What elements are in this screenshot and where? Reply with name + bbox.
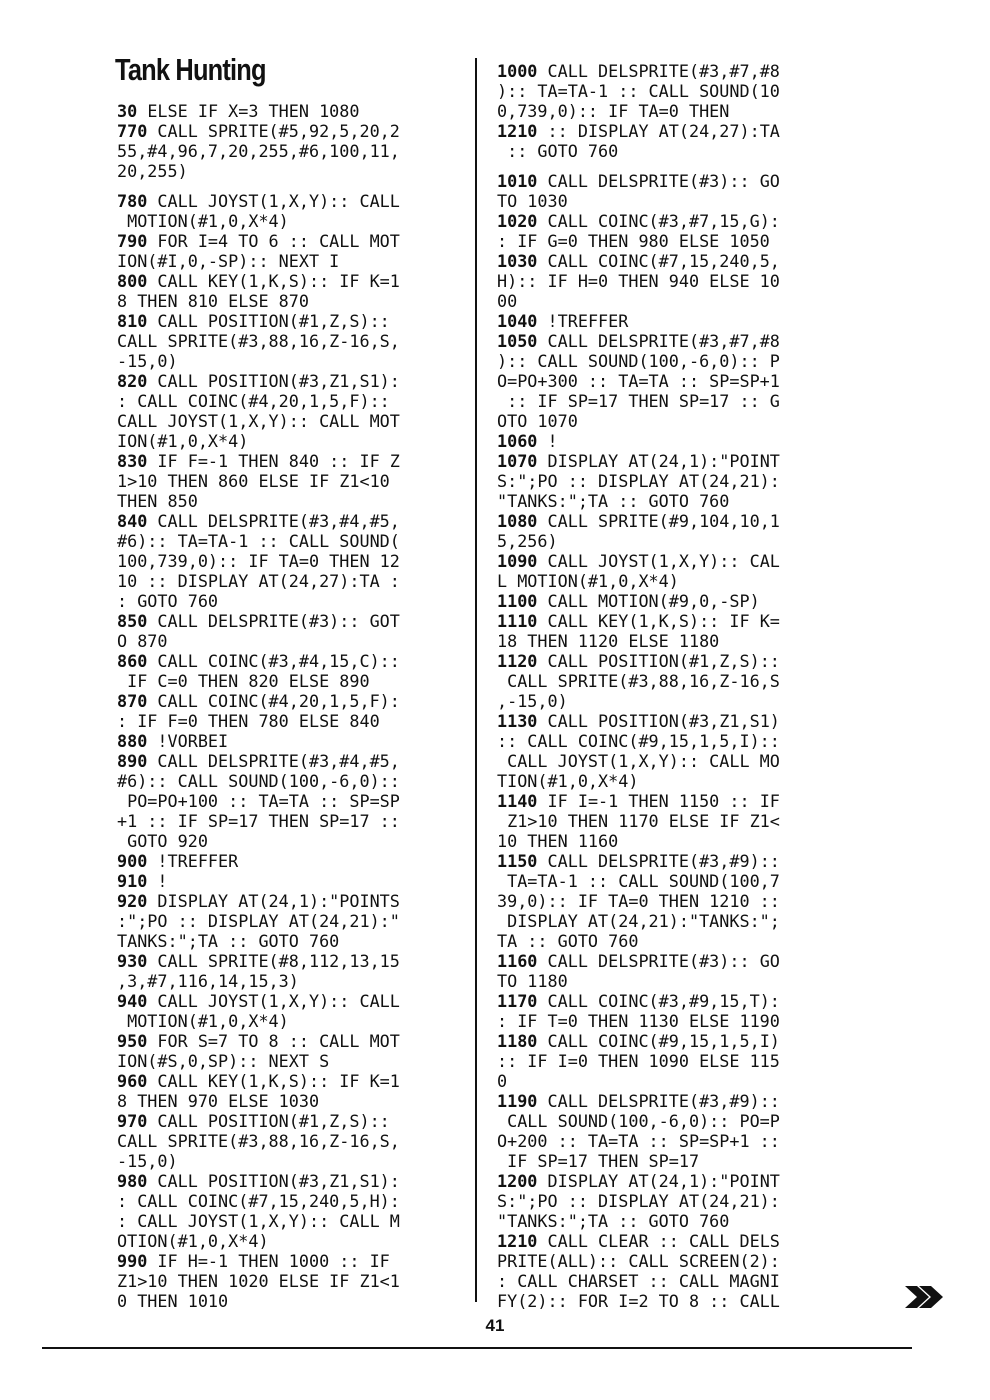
code-text: CALL KEY(1,K,S):: IF K= bbox=[537, 611, 780, 631]
page-title: Tank Hunting bbox=[115, 52, 266, 87]
code-text: "TANKS:";TA :: GOTO 760 bbox=[497, 1211, 730, 1231]
code-line bbox=[117, 1011, 400, 1031]
line-number: 850 bbox=[117, 611, 148, 631]
code-text: : CALL COINC(#4,20,1,5,F):: bbox=[117, 391, 390, 411]
code-text: :: IF SP=17 THEN SP=17 :: G bbox=[497, 391, 780, 411]
code-text: S:";PO :: DISPLAY AT(24,21): bbox=[497, 1191, 780, 1211]
code-text: 100,739,0):: IF TA=0 THEN 12 bbox=[117, 551, 400, 571]
code-line bbox=[117, 431, 400, 451]
code-text: CALL DELSPRITE(#3,#4,#5, bbox=[147, 511, 400, 531]
code-line bbox=[117, 651, 400, 671]
line-number: 950 bbox=[117, 1031, 148, 1051]
code-text: 00 bbox=[497, 291, 518, 311]
code-line bbox=[497, 1071, 780, 1091]
code-text: :: GOTO 760 bbox=[497, 141, 619, 161]
code-text: IF F=-1 THEN 840 :: IF Z bbox=[147, 451, 400, 471]
code-text: CALL DELSPRITE(#3):: GO bbox=[537, 171, 780, 191]
code-text: CALL DELSPRITE(#3,#7,#8 bbox=[537, 61, 780, 81]
line-number: 1060 bbox=[497, 431, 538, 451]
code-text: CALL COINC(#7,15,240,5, bbox=[537, 251, 780, 271]
code-line bbox=[497, 1011, 780, 1031]
line-number: 1090 bbox=[497, 551, 538, 571]
code-line bbox=[497, 251, 780, 271]
code-line bbox=[117, 931, 400, 951]
code-line bbox=[117, 211, 400, 231]
code-text: CALL DELSPRITE(#3,#9):: bbox=[537, 1091, 780, 1111]
line-number: 780 bbox=[117, 191, 148, 211]
code-line bbox=[497, 391, 780, 411]
code-line bbox=[497, 891, 780, 911]
code-line bbox=[497, 751, 780, 771]
code-text: ELSE IF X=3 THEN 1080 bbox=[137, 101, 360, 121]
code-line bbox=[117, 711, 400, 731]
code-line bbox=[117, 671, 400, 691]
code-text: CALL COINC(#3,#4,15,C):: bbox=[147, 651, 400, 671]
code-line bbox=[497, 851, 780, 871]
code-text: TION(#1,0,X*4) bbox=[497, 771, 639, 791]
code-text: IF SP=17 THEN SP=17 bbox=[497, 1151, 700, 1171]
code-column-left bbox=[117, 101, 400, 1311]
code-line bbox=[497, 651, 780, 671]
code-line bbox=[497, 911, 780, 931]
code-text: ION(#1,0,X*4) bbox=[117, 431, 249, 451]
code-text: -15,0) bbox=[117, 1151, 178, 1171]
code-line bbox=[117, 571, 400, 591]
code-line bbox=[497, 1211, 780, 1231]
code-line bbox=[497, 591, 780, 611]
code-line bbox=[497, 1131, 780, 1151]
code-line bbox=[497, 101, 780, 121]
code-line bbox=[497, 211, 780, 231]
code-text: CALL SOUND(100,-6,0):: PO=P bbox=[497, 1111, 780, 1131]
code-text: IF C=0 THEN 820 ELSE 890 bbox=[117, 671, 370, 691]
code-line bbox=[117, 811, 400, 831]
code-text: :";PO :: DISPLAY AT(24,21):" bbox=[117, 911, 400, 931]
code-text: : IF F=0 THEN 780 ELSE 840 bbox=[117, 711, 380, 731]
code-line bbox=[497, 1251, 780, 1271]
code-text: CALL DELSPRITE(#3,#4,#5, bbox=[147, 751, 400, 771]
line-number: 900 bbox=[117, 851, 148, 871]
code-text: ION(#S,0,SP):: NEXT S bbox=[117, 1051, 330, 1071]
code-text: :: IF I=0 THEN 1090 ELSE 115 bbox=[497, 1051, 780, 1071]
code-text: CALL KEY(1,K,S):: IF K=1 bbox=[147, 271, 400, 291]
code-text: CALL SPRITE(#3,88,16,Z-16,S, bbox=[117, 1131, 400, 1151]
code-line bbox=[497, 951, 780, 971]
line-number: 790 bbox=[117, 231, 148, 251]
code-line bbox=[117, 231, 400, 251]
code-text: : GOTO 760 bbox=[117, 591, 219, 611]
code-text: CALL JOYST(1,X,Y):: CALL bbox=[147, 191, 400, 211]
line-number: 960 bbox=[117, 1071, 148, 1091]
code-line bbox=[117, 351, 400, 371]
bottom-rule bbox=[42, 1347, 912, 1349]
code-line bbox=[117, 1231, 400, 1251]
line-number: 910 bbox=[117, 871, 148, 891]
code-line bbox=[497, 1271, 780, 1291]
code-text: O 870 bbox=[117, 631, 168, 651]
code-line bbox=[497, 871, 780, 891]
code-text: DISPLAY AT(24,1):"POINTS bbox=[147, 891, 400, 911]
code-text: CALL POSITION(#1,Z,S):: bbox=[537, 651, 780, 671]
code-text: CALL DELSPRITE(#3,#9):: bbox=[537, 851, 780, 871]
code-text: 18 THEN 1120 ELSE 1180 bbox=[497, 631, 720, 651]
code-text: #6):: TA=TA-1 :: CALL SOUND( bbox=[117, 531, 400, 551]
code-text: CALL COINC(#3,#7,15,G): bbox=[537, 211, 780, 231]
code-line bbox=[497, 121, 780, 141]
code-line bbox=[497, 191, 780, 211]
code-line bbox=[497, 731, 780, 751]
line-number: 980 bbox=[117, 1171, 148, 1191]
code-line bbox=[497, 371, 780, 391]
code-line bbox=[117, 271, 400, 291]
code-text: 5,256) bbox=[497, 531, 558, 551]
code-line bbox=[117, 911, 400, 931]
code-text: CALL POSITION(#3,Z1,S1): bbox=[147, 371, 400, 391]
code-text: THEN 850 bbox=[117, 491, 198, 511]
code-line bbox=[497, 351, 780, 371]
code-text: CALL JOYST(1,X,Y):: CALL bbox=[147, 991, 400, 1011]
code-line bbox=[117, 591, 400, 611]
line-number: 1040 bbox=[497, 311, 538, 331]
code-text: CALL COINC(#9,15,1,5,I) bbox=[537, 1031, 780, 1051]
code-text: CALL CLEAR :: CALL DELS bbox=[537, 1231, 780, 1251]
code-text: 10 THEN 1160 bbox=[497, 831, 619, 851]
code-line bbox=[497, 831, 780, 851]
code-line bbox=[497, 1051, 780, 1071]
code-line bbox=[497, 1171, 780, 1191]
code-text: CALL POSITION(#3,Z1,S1): bbox=[147, 1171, 400, 1191]
code-line bbox=[117, 951, 400, 971]
code-line bbox=[497, 1151, 780, 1171]
code-line bbox=[497, 1191, 780, 1211]
code-text: 0 bbox=[497, 1071, 508, 1091]
code-line bbox=[117, 291, 400, 311]
code-text: : IF T=0 THEN 1130 ELSE 1190 bbox=[497, 1011, 780, 1031]
code-line bbox=[497, 141, 780, 161]
code-line bbox=[117, 531, 400, 551]
code-text: S:";PO :: DISPLAY AT(24,21): bbox=[497, 471, 780, 491]
line-number: 860 bbox=[117, 651, 148, 671]
code-line bbox=[497, 551, 780, 571]
code-text: 0 THEN 1010 bbox=[117, 1291, 229, 1311]
code-line bbox=[117, 1271, 400, 1291]
code-line bbox=[497, 671, 780, 691]
code-line bbox=[497, 531, 780, 551]
code-text: DISPLAY AT(24,1):"POINT bbox=[537, 1171, 780, 1191]
code-text: :: DISPLAY AT(24,27):TA bbox=[537, 121, 780, 141]
code-line bbox=[117, 1251, 400, 1271]
line-number: 870 bbox=[117, 691, 148, 711]
code-text: IF H=-1 THEN 1000 :: IF bbox=[147, 1251, 390, 1271]
code-text: 55,#4,96,7,20,255,#6,100,11, bbox=[117, 141, 400, 161]
code-column-right bbox=[497, 61, 780, 1311]
code-text: TA :: GOTO 760 bbox=[497, 931, 639, 951]
code-text: CALL POSITION(#3,Z1,S1) bbox=[537, 711, 780, 731]
line-number: 1020 bbox=[497, 211, 538, 231]
code-text: O+200 :: TA=TA :: SP=SP+1 :: bbox=[497, 1131, 780, 1151]
code-line bbox=[497, 971, 780, 991]
code-line bbox=[497, 811, 780, 831]
code-text: 0,739,0):: IF TA=0 THEN bbox=[497, 101, 730, 121]
code-text: IF I=-1 THEN 1150 :: IF bbox=[537, 791, 780, 811]
code-line bbox=[117, 101, 400, 121]
code-line bbox=[497, 931, 780, 951]
line-number: 1190 bbox=[497, 1091, 538, 1111]
code-line bbox=[117, 691, 400, 711]
code-text: CALL KEY(1,K,S):: IF K=1 bbox=[147, 1071, 400, 1091]
line-number: 1030 bbox=[497, 251, 538, 271]
code-line bbox=[497, 611, 780, 631]
code-text: Z1>10 THEN 1170 ELSE IF Z1< bbox=[497, 811, 780, 831]
code-text: CALL DELSPRITE(#3):: GO bbox=[537, 951, 780, 971]
code-line bbox=[117, 311, 400, 331]
code-line bbox=[117, 851, 400, 871]
code-line bbox=[117, 871, 400, 891]
code-text: TO 1180 bbox=[497, 971, 568, 991]
code-line bbox=[497, 431, 780, 451]
code-text: ION(#I,0,-SP):: NEXT I bbox=[117, 251, 340, 271]
code-text: CALL POSITION(#1,Z,S):: bbox=[147, 1111, 390, 1131]
line-number: 1010 bbox=[497, 171, 538, 191]
code-line bbox=[117, 831, 400, 851]
code-line bbox=[117, 751, 400, 771]
code-line bbox=[117, 971, 400, 991]
code-line bbox=[117, 771, 400, 791]
code-text: FOR S=7 TO 8 :: CALL MOT bbox=[147, 1031, 400, 1051]
line-number: 1170 bbox=[497, 991, 538, 1011]
code-line bbox=[117, 141, 400, 161]
code-text: CALL SPRITE(#3,88,16,Z-16,S, bbox=[117, 331, 400, 351]
code-line bbox=[497, 231, 780, 251]
code-line bbox=[497, 81, 780, 101]
code-text: CALL COINC(#4,20,1,5,F): bbox=[147, 691, 400, 711]
code-line bbox=[117, 371, 400, 391]
code-line bbox=[117, 451, 400, 471]
code-text: CALL DELSPRITE(#3,#7,#8 bbox=[537, 331, 780, 351]
line-number: 1140 bbox=[497, 791, 538, 811]
line-number: 1200 bbox=[497, 1171, 538, 1191]
code-line bbox=[117, 551, 400, 571]
code-line bbox=[497, 471, 780, 491]
code-text: : CALL CHARSET :: CALL MAGNI bbox=[497, 1271, 780, 1291]
line-number: 930 bbox=[117, 951, 148, 971]
code-text: O=PO+300 :: TA=TA :: SP=SP+1 bbox=[497, 371, 780, 391]
line-number: 30 bbox=[117, 101, 138, 121]
code-text: L MOTION(#1,0,X*4) bbox=[497, 571, 679, 591]
code-text: OTION(#1,0,X*4) bbox=[117, 1231, 269, 1251]
code-text: ! bbox=[537, 431, 558, 451]
code-text: PO=PO+100 :: TA=TA :: SP=SP bbox=[117, 791, 400, 811]
code-line bbox=[497, 331, 780, 351]
line-number: 1180 bbox=[497, 1031, 538, 1051]
code-text: DISPLAY AT(24,21):"TANKS:"; bbox=[497, 911, 780, 931]
code-line bbox=[117, 1091, 400, 1111]
code-line bbox=[497, 61, 780, 81]
line-number: 770 bbox=[117, 121, 148, 141]
code-text: FOR I=4 TO 6 :: CALL MOT bbox=[147, 231, 400, 251]
code-line bbox=[117, 1051, 400, 1071]
code-line bbox=[497, 1111, 780, 1131]
code-line bbox=[497, 171, 780, 191]
code-text: ):: TA=TA-1 :: CALL SOUND(10 bbox=[497, 81, 780, 101]
code-line bbox=[117, 891, 400, 911]
line-number: 830 bbox=[117, 451, 148, 471]
code-text: 39,0):: IF TA=0 THEN 1210 :: bbox=[497, 891, 780, 911]
line-number: 1210 bbox=[497, 1231, 538, 1251]
code-text: CALL COINC(#3,#9,15,T): bbox=[537, 991, 780, 1011]
code-text: TO 1030 bbox=[497, 191, 568, 211]
code-text: TANKS:";TA :: GOTO 760 bbox=[117, 931, 340, 951]
line-number: 1120 bbox=[497, 651, 538, 671]
code-line bbox=[117, 1131, 400, 1151]
code-text: OTO 1070 bbox=[497, 411, 578, 431]
code-text: ! bbox=[147, 871, 168, 891]
line-number: 1050 bbox=[497, 331, 538, 351]
code-line bbox=[117, 791, 400, 811]
code-line bbox=[117, 631, 400, 651]
line-number: 810 bbox=[117, 311, 148, 331]
code-line bbox=[117, 1151, 400, 1171]
code-line bbox=[497, 771, 780, 791]
code-line bbox=[117, 991, 400, 1011]
code-text: CALL SPRITE(#9,104,10,1 bbox=[537, 511, 780, 531]
code-text: PRITE(ALL):: CALL SCREEN(2): bbox=[497, 1251, 780, 1271]
code-text: Z1>10 THEN 1020 ELSE IF Z1<1 bbox=[117, 1271, 400, 1291]
code-line bbox=[117, 391, 400, 411]
code-text: : CALL JOYST(1,X,Y):: CALL M bbox=[117, 1211, 400, 1231]
code-text: DISPLAY AT(24,1):"POINT bbox=[537, 451, 780, 471]
code-line bbox=[497, 631, 780, 651]
code-line bbox=[117, 471, 400, 491]
code-line bbox=[117, 511, 400, 531]
code-text: GOTO 920 bbox=[117, 831, 208, 851]
code-line bbox=[117, 411, 400, 431]
line-number: 920 bbox=[117, 891, 148, 911]
code-line bbox=[117, 121, 400, 141]
code-line bbox=[497, 991, 780, 1011]
code-line bbox=[117, 191, 400, 211]
code-line bbox=[497, 571, 780, 591]
code-line bbox=[497, 271, 780, 291]
code-line bbox=[497, 1091, 780, 1111]
code-text: #6):: CALL SOUND(100,-6,0):: bbox=[117, 771, 400, 791]
code-text: !VORBEI bbox=[147, 731, 229, 751]
code-line bbox=[497, 711, 780, 731]
line-number: 800 bbox=[117, 271, 148, 291]
code-line bbox=[117, 491, 400, 511]
line-number: 1160 bbox=[497, 951, 538, 971]
code-line bbox=[497, 491, 780, 511]
code-line bbox=[117, 331, 400, 351]
code-line bbox=[497, 311, 780, 331]
code-line bbox=[117, 251, 400, 271]
line-number: 990 bbox=[117, 1251, 148, 1271]
code-line bbox=[117, 1211, 400, 1231]
code-text: CALL SPRITE(#8,112,13,15 bbox=[147, 951, 400, 971]
code-text: CALL POSITION(#1,Z,S):: bbox=[147, 311, 390, 331]
code-text: 1>10 THEN 860 ELSE IF Z1<10 bbox=[117, 471, 390, 491]
code-text: CALL JOYST(1,X,Y):: CALL MOT bbox=[117, 411, 400, 431]
line-number: 970 bbox=[117, 1111, 148, 1131]
code-text: 20,255) bbox=[117, 161, 188, 181]
column-divider bbox=[475, 58, 477, 1302]
code-text: : CALL COINC(#7,15,240,5,H): bbox=[117, 1191, 400, 1211]
line-number: 880 bbox=[117, 731, 148, 751]
code-line bbox=[497, 291, 780, 311]
code-line bbox=[497, 511, 780, 531]
code-text: CALL SPRITE(#5,92,5,20,2 bbox=[147, 121, 400, 141]
double-arrow-right-icon bbox=[903, 1283, 949, 1311]
code-line bbox=[117, 161, 400, 181]
code-text: CALL SPRITE(#3,88,16,Z-16,S bbox=[497, 671, 780, 691]
code-line bbox=[117, 1071, 400, 1091]
code-text: :: CALL COINC(#9,15,1,5,I):: bbox=[497, 731, 780, 751]
line-number: 1130 bbox=[497, 711, 538, 731]
code-line bbox=[497, 1231, 780, 1251]
code-text: 10 :: DISPLAY AT(24,27):TA : bbox=[117, 571, 400, 591]
code-line bbox=[117, 1191, 400, 1211]
line-number: 1100 bbox=[497, 591, 538, 611]
code-text: CALL DELSPRITE(#3):: GOT bbox=[147, 611, 400, 631]
code-text: FY(2):: FOR I=2 TO 8 :: CALL bbox=[497, 1291, 780, 1311]
code-text: "TANKS:";TA :: GOTO 760 bbox=[497, 491, 730, 511]
code-line bbox=[497, 411, 780, 431]
line-number: 820 bbox=[117, 371, 148, 391]
code-text: : IF G=0 THEN 980 ELSE 1050 bbox=[497, 231, 770, 251]
code-text: CALL JOYST(1,X,Y):: CALL MO bbox=[497, 751, 780, 771]
code-line bbox=[117, 1171, 400, 1191]
code-line bbox=[497, 691, 780, 711]
code-text: -15,0) bbox=[117, 351, 178, 371]
line-number: 1000 bbox=[497, 61, 538, 81]
page-number: 41 bbox=[485, 1316, 505, 1335]
code-text: !TREFFER bbox=[537, 311, 629, 331]
code-line bbox=[117, 1111, 400, 1131]
line-number: 940 bbox=[117, 991, 148, 1011]
line-number: 1110 bbox=[497, 611, 538, 631]
code-text: ,-15,0) bbox=[497, 691, 568, 711]
line-number: 1080 bbox=[497, 511, 538, 531]
code-text: 8 THEN 810 ELSE 870 bbox=[117, 291, 309, 311]
code-text: +1 :: IF SP=17 THEN SP=17 :: bbox=[117, 811, 400, 831]
code-text: ):: CALL SOUND(100,-6,0):: P bbox=[497, 351, 780, 371]
line-number: 1150 bbox=[497, 851, 538, 871]
line-number: 890 bbox=[117, 751, 148, 771]
code-text: TA=TA-1 :: CALL SOUND(100,7 bbox=[497, 871, 780, 891]
code-text: CALL JOYST(1,X,Y):: CAL bbox=[537, 551, 780, 571]
code-text: CALL MOTION(#9,0,-SP) bbox=[537, 591, 760, 611]
code-text: H):: IF H=0 THEN 940 ELSE 10 bbox=[497, 271, 780, 291]
code-line bbox=[117, 611, 400, 631]
code-line bbox=[497, 791, 780, 811]
code-line bbox=[497, 1031, 780, 1051]
code-line bbox=[117, 731, 400, 751]
code-text: ,3,#7,116,14,15,3) bbox=[117, 971, 299, 991]
line-number: 840 bbox=[117, 511, 148, 531]
line-number: 1210 bbox=[497, 121, 538, 141]
code-line bbox=[497, 451, 780, 471]
code-text: !TREFFER bbox=[147, 851, 239, 871]
code-text: MOTION(#1,0,X*4) bbox=[117, 211, 289, 231]
code-line bbox=[497, 1291, 780, 1311]
code-line bbox=[117, 1291, 400, 1311]
line-number: 1070 bbox=[497, 451, 538, 471]
code-text: MOTION(#1,0,X*4) bbox=[117, 1011, 289, 1031]
code-line bbox=[117, 1031, 400, 1051]
code-text: 8 THEN 970 ELSE 1030 bbox=[117, 1091, 320, 1111]
